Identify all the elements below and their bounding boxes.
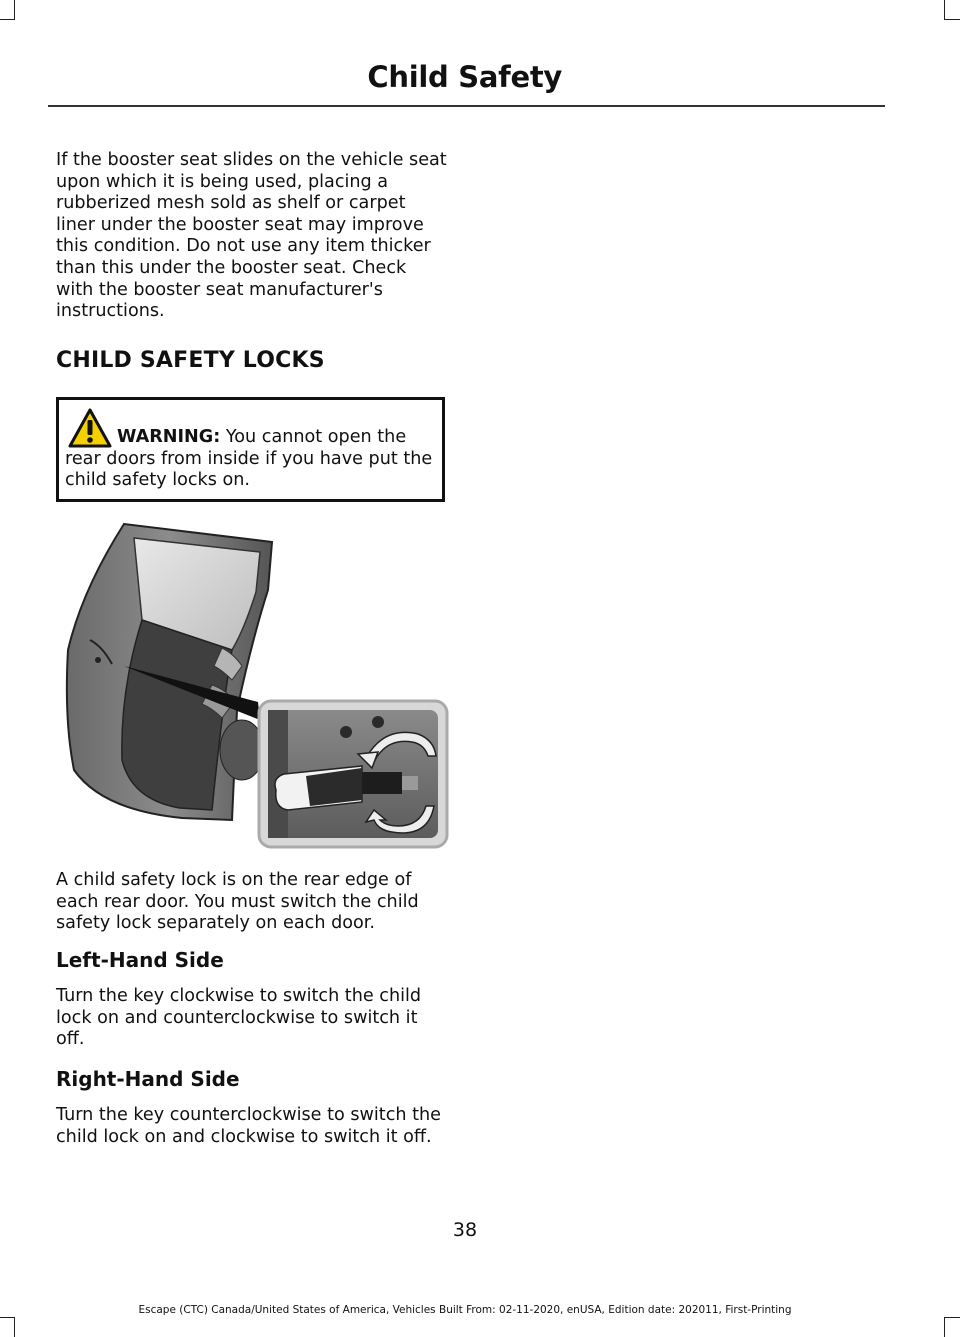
- description-block: [56, 870, 448, 935]
- left-hand-text: Turn the key clockwise to switch the child lock on and counterclockwise to switch it off.: [56, 986, 422, 1050]
- warning-box: [56, 397, 445, 502]
- page-number: 38: [452, 1219, 478, 1241]
- intro-paragraph: If the booster seat slides on the vehicle seat upon which it is being used, placing a rubberized mesh sold as shelf or carpet liner under the booster seat may improve this condition. Do not use any item thicker than this under the booster seat. Check with the booster seat manufacturer's instructions.: [56, 150, 447, 322]
- right-hand-text: Turn the key counterclockwise to switch the child lock on and clockwise to switch it off.: [56, 1105, 441, 1147]
- crop-mark: [14, 1317, 15, 1337]
- crop-mark: [0, 19, 14, 20]
- crop-mark: [944, 0, 945, 20]
- right-hand-heading: Right-Hand Side: [56, 1067, 240, 1091]
- child-lock-description: A child safety lock is on the rear edge of each rear door. You must switch the child safety lock separately on each door.: [56, 870, 419, 934]
- crop-mark: [945, 19, 960, 20]
- warning-message: You cannot open the rear doors from inside if you have put the child safety locks on.: [65, 427, 433, 491]
- right-hand-block: [56, 1067, 448, 1148]
- left-hand-heading: Left-Hand Side: [56, 948, 224, 972]
- left-hand-block: [56, 948, 448, 1051]
- rear-door-child-lock-illustration: [62, 520, 450, 850]
- header-divider: [48, 105, 885, 107]
- warning-text: [65, 427, 436, 492]
- crop-mark: [14, 0, 15, 20]
- crop-mark: [945, 1317, 960, 1318]
- intro-block: [56, 150, 448, 323]
- crop-mark: [0, 1317, 14, 1318]
- section-heading: CHILD SAFETY LOCKS: [56, 348, 325, 373]
- page-title: Child Safety: [367, 60, 562, 94]
- footer-edition-info: Escape (CTC) Canada/United States of America, Vehicles Built From: 02-11-2020, enUSA, Edition date: 202011, First-Printing: [138, 1304, 792, 1316]
- warning-label: WARNING:: [117, 427, 221, 447]
- crop-mark: [944, 1317, 945, 1337]
